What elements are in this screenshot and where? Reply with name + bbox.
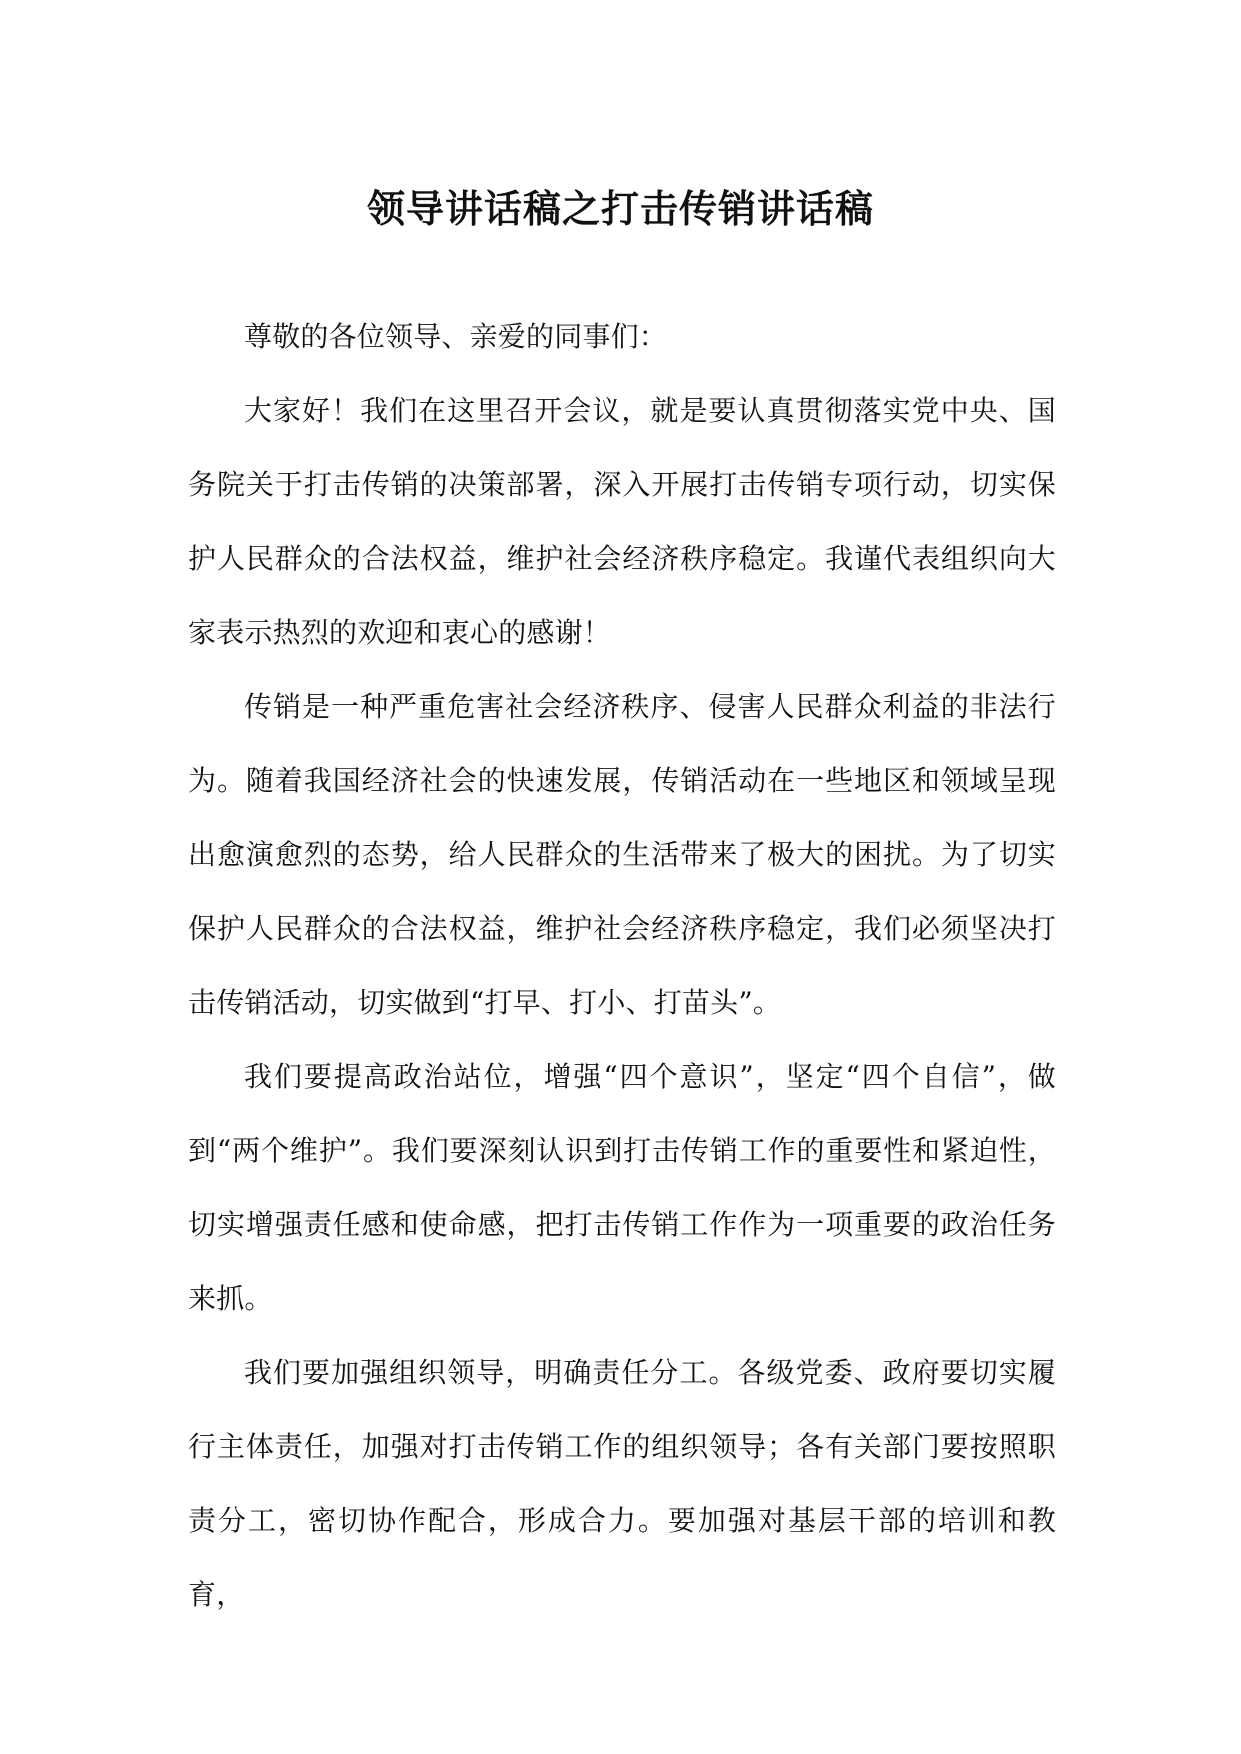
salutation-paragraph: 尊敬的各位领导、亲爱的同事们： (244, 320, 668, 353)
body-paragraph: 大家好！我们在这里召开会议，就是要认真贯彻落实党中央、国务院关于打击传销的决策部署，深入开展打击传销专项行动，切实保护人民群众的合法权益，维护社会经济秩序稳定。我谨代表组织向大家表示热烈的欢迎和衷心的感谢！ (188, 394, 1056, 649)
document-body (188, 300, 1056, 1632)
document-title: 领导讲话稿之打击传销讲话稿 (366, 186, 874, 231)
body-paragraph: 传销是一种严重危害社会经济秩序、侵害人民群众利益的非法行为。随着我国经济社会的快速发展，传销活动在一些地区和领域呈现出愈演愈烈的态势，给人民群众的生活带来了极大的困扰。为了切实保护人民群众的合法权益，维护社会经济秩序稳定，我们必须坚决打击传销活动，切实做到“打早、打小、打苗头”。 (188, 690, 1056, 1019)
body-paragraph: 我们要加强组织领导，明确责任分工。各级党委、政府要切实履行主体责任，加强对打击传销工作的组织领导；各有关部门要按照职责分工，密切协作配合，形成合力。要加强对基层干部的培训和教育， (188, 1356, 1056, 1611)
body-paragraph: 我们要提高政治站位，增强“四个意识”，坚定“四个自信”，做到“两个维护”。我们要深刻认识到打击传销工作的重要性和紧迫性，切实增强责任感和使命感，把打击传销工作作为一项重要的政治任务来抓。 (188, 1060, 1056, 1315)
